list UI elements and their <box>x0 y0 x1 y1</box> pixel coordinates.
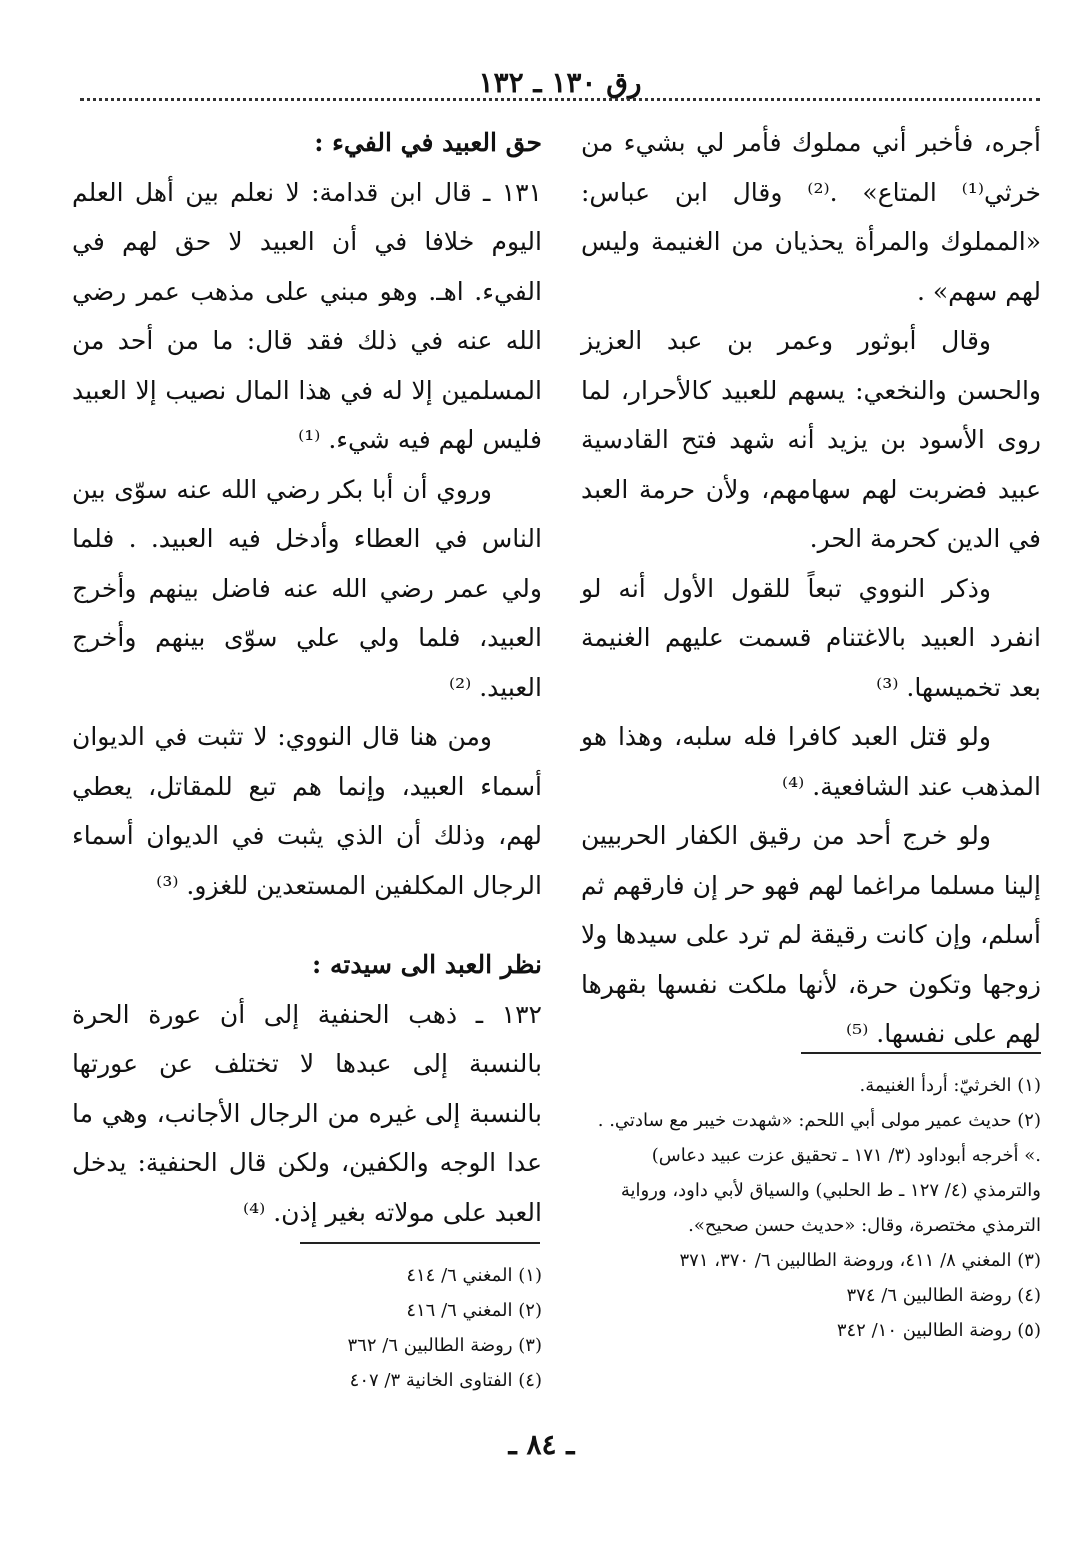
page-number: ـ ٨٤ ـ <box>508 1428 575 1461</box>
footnote-divider <box>801 1052 1041 1054</box>
left-column <box>72 118 542 1237</box>
footnote: (٤) الفتاوى الخانية ٣/ ٤٠٧ <box>349 1370 542 1391</box>
running-header: رق ١٣٠ ـ ١٣٢ <box>478 66 642 99</box>
footnote: (٤) روضة الطالبين ٦/ ٣٧٤ <box>846 1285 1041 1306</box>
footnote: (٢) المغني ٦/ ٤١٦ <box>406 1300 542 1321</box>
paragraph: ولو خرج أحد من رقيق الكفار الحربيين إلينا مسلما مراغما لهم فهو حر إن فارقهم ثم أسلم، وإن كانت رقيقة لم ترد على سيدها ولا زوجها وتكون حرة، لأنها ملكت نفسها بقهرها لهم على نفسها. ⁽⁵⁾ <box>581 821 1041 1048</box>
paragraph: ومن هنا قال النووي: لا تثبت في الديوان أسماء العبيد، وإنما هم تبع للمقاتل، يعطي لهم، وذلك أن الذي يثبت في الديوان أسماء الرجال المكلفين المستعدين للغزو. ⁽³⁾ <box>72 722 542 900</box>
footnote: (٣) المغني ٨/ ٤١١، وروضة الطالبين ٦/ ٣٧٠، ٣٧١ <box>679 1250 1041 1271</box>
paragraph: ولو قتل العبد كافرا فله سلبه، وهذا هو المذهب عند الشافعية. ⁽⁴⁾ <box>581 722 1041 801</box>
footnote: (١) المغني ٦/ ٤١٤ <box>406 1265 542 1286</box>
header-dotted-rule <box>80 98 1040 101</box>
paragraph: وذكر النووي تبعاً للقول الأول أنه لو انفرد العبيد بالاغتنام قسمت عليهم الغنيمة بعد تخميسها. ⁽³⁾ <box>581 573 1041 702</box>
paragraph: أجره، فأخبر أني مملوك فأمر لي بشيء من خرثي⁽¹⁾ المتاع» .⁽²⁾ وقال ابن عباس: «المملوك والمرأة يحذيان من الغنيمة وليس لهم سهم» . <box>581 128 1041 306</box>
paragraph: ١٣١ ـ قال ابن قدامة: لا نعلم بين أهل العلم اليوم خلافا في أن العبيد لا حق لهم في الفيء. اهـ. وهو مبني على مذهب عمر رضي الله عنه في ذلك فقد قال: ما من أحد من المسلمين إلا له في هذا المال نصيب إلا العبيد فليس لهم فيه شيء. ⁽¹⁾ <box>72 177 542 454</box>
footnote: (١) الخرثيّ: أردأ الغنيمة. <box>859 1075 1041 1096</box>
paragraph: وقال أبوثور وعمر بن عبد العزيز والحسن والنخعي: يسهم للعبيد كالأحرار، لما روى الأسود بن يزيد أنه شهد فتح القادسية عبيد فضربت لهم سهامهم، ولأن حرمة العبد في الدين كحرمة الحر. <box>581 326 1041 553</box>
left-footnotes <box>300 1258 542 1398</box>
section-heading: حق العبيد في الفيء : <box>314 128 542 157</box>
paragraph: ١٣٢ ـ ذهب الحنفية إلى أن عورة الحرة بالنسبة إلى عبدها لا تختلف عن عورتها بالنسبة إلى غيره من الرجال الأجانب، وهي ما عدا الوجه والكفين، ولكن قال الحنفية: يدخل العبد على مولاته بغير إذن. ⁽⁴⁾ <box>72 999 542 1227</box>
footnote: (٥) روضة الطالبين ١٠/ ٣٤٢ <box>836 1320 1041 1341</box>
section-spacer <box>72 910 542 940</box>
right-footnotes <box>581 1068 1041 1348</box>
paragraph: وروي أن أبا بكر رضي الله عنه سوّى بين الناس في العطاء وأدخل فيه العبيد. . فلما ولي عمر رضي الله عنه فاضل بينهم وأخرج العبيد، فلما ولي علي سوّى بينهم وأخرج العبيد. ⁽²⁾ <box>72 474 542 702</box>
footnote-divider <box>300 1242 540 1244</box>
section-heading: نظر العبد الى سيدته : <box>312 950 542 979</box>
footnote: (٣) روضة الطالبين ٦/ ٣٦٢ <box>347 1335 542 1356</box>
footnote: (٢) حديث عمير مولى أبي اللحم: «شهدت خيبر مع سادتي. . .» أخرجه أبوداود (٣/ ١٧١ ـ تحقيق عزت عبيد دعاس) والترمذي (٤/ ١٢٧ ـ ط الحلبي) والسياق لأبي داود، ورواية الترمذي مختصرة، وقال: «حديث حسن صحيح». <box>597 1110 1041 1236</box>
right-column <box>581 118 1041 1059</box>
